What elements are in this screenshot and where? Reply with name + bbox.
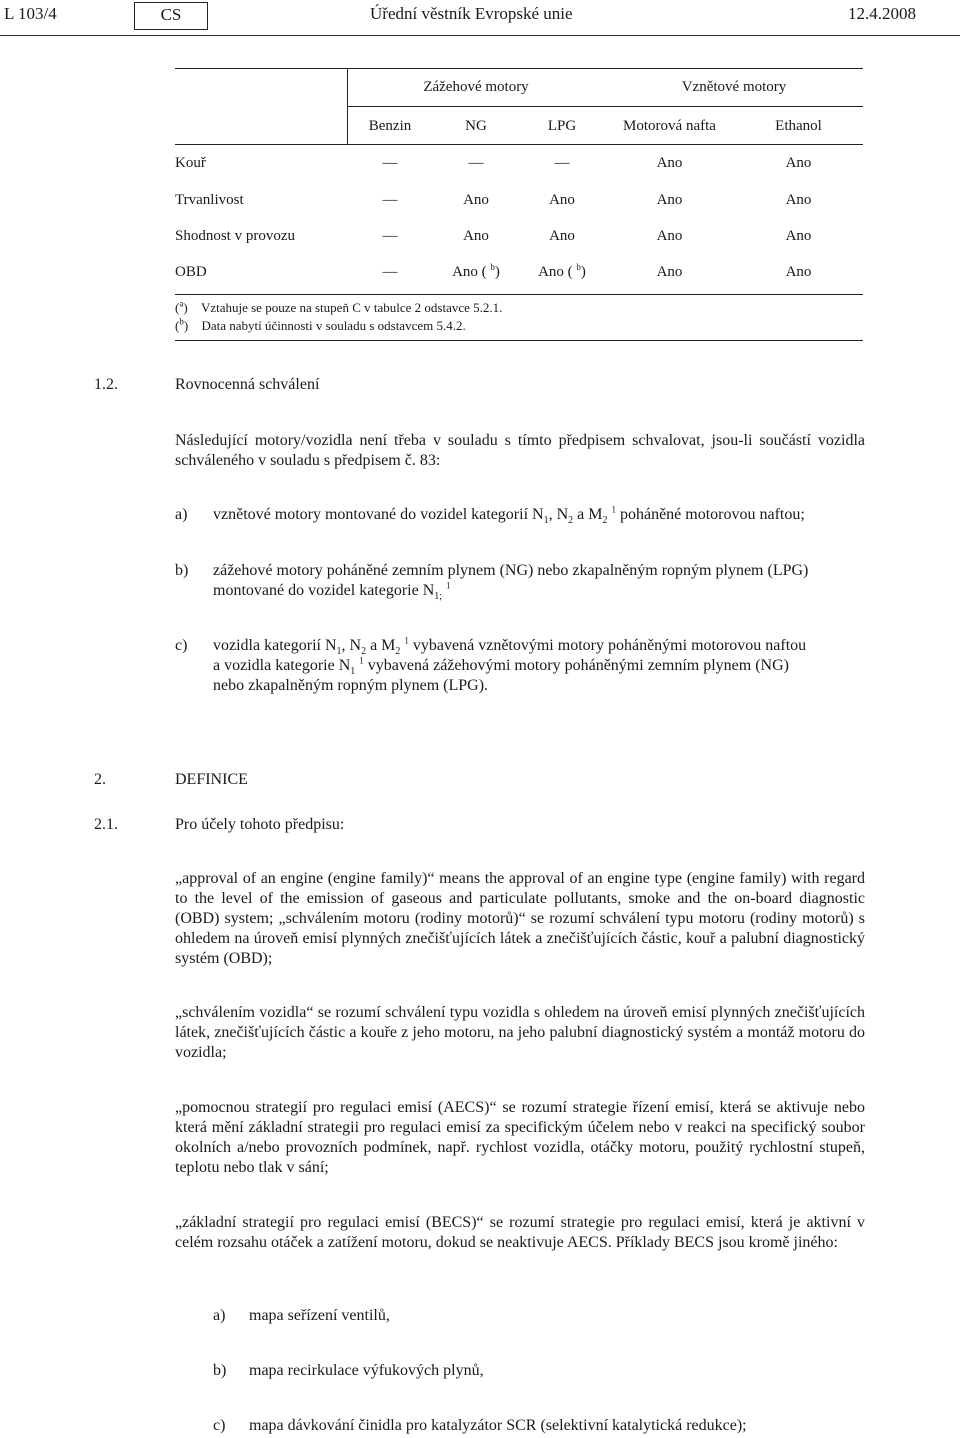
cell-paren: ) (494, 264, 500, 280)
item-text: , N (341, 637, 362, 654)
language-box (134, 2, 208, 30)
publication-date: 12.4.2008 (848, 4, 916, 23)
table-cell (433, 264, 519, 281)
column-header: LPG (547, 118, 577, 134)
subscript: 2 (395, 646, 401, 658)
footnote-text: Data nabytí účinnosti v souladu s odstavcem 5.4.2. (201, 318, 466, 333)
list-marker: a) (213, 1307, 226, 1324)
group-header-rule (347, 106, 863, 107)
item-text: vozidla kategorií N (213, 637, 337, 654)
table-cell: — (554, 155, 570, 171)
header-rule (0, 35, 960, 36)
superscript: 1 (404, 635, 409, 646)
cell-text: Ano ( (452, 264, 487, 280)
table-bottom-rule (175, 294, 863, 295)
list-item: mapa dávkování činidla pro katalyzátor SCR (selektivní katalytická redukce); (249, 1417, 747, 1434)
footnote-paren: ) (183, 300, 188, 315)
superscript: 1 (611, 504, 616, 515)
subscript: 1 (543, 515, 549, 527)
footnote-paren: ( (175, 300, 180, 315)
footnote-a (175, 300, 502, 316)
footnote-mark: b (576, 262, 581, 272)
list-item: mapa recirkulace výfukových plynů, (249, 1362, 484, 1379)
list-marker: b) (175, 562, 189, 579)
table-cell: — (382, 264, 398, 280)
table-cell (519, 264, 605, 281)
item-text: a vozidla kategorie N (213, 657, 351, 674)
table-cell: Ano (549, 228, 575, 244)
list-marker: c) (213, 1417, 226, 1434)
cell-text: Ano ( (538, 264, 573, 280)
definition-paragraph: „approval of an engine (engine family)“ means the approval of an engine type (engine family) with regard to the level of the emission of gaseous and particulate pollutants, smoke and the on-board diagnostic (OBD) system; „schválením motoru (rodiny motorů)“ se rozumí schválení typu motoru (rodiny motorů) s ohledem na úroveň emisí plynných znečišťujících látek a znečišťujících částic, kouř a palubní diagnostický systém (OBD); (175, 870, 865, 967)
row-label: OBD (175, 264, 207, 280)
subscript: 2 (568, 515, 574, 527)
table-cell: Ano (463, 192, 489, 208)
item-text: vznětové motory montované do vozidel kategorií N (213, 506, 544, 523)
list-item (213, 656, 789, 676)
footnote-mark: b (179, 316, 184, 327)
row-label: Trvanlivost (175, 192, 244, 208)
footnote-bottom-rule (175, 340, 863, 341)
section-title: DEFINICE (175, 771, 248, 788)
table-cell: Ano (656, 228, 683, 244)
item-text: vybavená zážehovými motory poháněnými zemním plynem (NG) (363, 657, 789, 674)
list-marker: c) (175, 637, 188, 654)
table-cell: — (382, 192, 398, 208)
table-cell: — (468, 155, 484, 171)
section-number: 1.2. (94, 376, 118, 393)
subscript: 1 (350, 666, 356, 678)
list-item: nebo zkapalněným ropným plynem (LPG). (213, 677, 489, 694)
item-text: montované do vozidel kategorie N (213, 582, 435, 599)
list-item (213, 505, 805, 525)
item-text: vybavená vznětovými motory poháněnými motorovou naftou (408, 637, 807, 654)
item-text: a M (573, 506, 603, 523)
table-cell: Ano (785, 155, 812, 171)
column-header-rule (175, 144, 863, 145)
footnote-paren: ) (183, 318, 189, 333)
table-cell: Ano (785, 264, 812, 280)
table-cell: — (382, 228, 398, 244)
definition-paragraph: „základní strategií pro regulaci emisí (BECS)“ se rozumí strategie pro regulaci emisí, která je aktivní v celém rozsahu otáček a zatížení motoru, dokud se neaktivuje AECS. Příklady BECS jsou kromě jiného: (175, 1214, 865, 1251)
section-title: Pro účely tohoto předpisu: (175, 816, 345, 833)
page-reference: L 103/4 (4, 4, 57, 23)
group-header-diesel: Vznětové motory (681, 79, 787, 95)
item-text: a M (366, 637, 396, 654)
table-top-rule (175, 68, 863, 69)
list-item: zážehové motory poháněné zemním plynem (NG) nebo zkapalněným ropným plynem (LPG) (213, 562, 809, 579)
group-header-petrol: Zážehové motory (423, 79, 529, 95)
section-title: Rovnocenná schválení (175, 376, 320, 393)
section-number: 2. (94, 771, 106, 788)
list-item (213, 581, 451, 601)
footnote-mark: a (179, 298, 184, 309)
table-cell: Ano (656, 155, 683, 171)
section-intro: Následující motory/vozidla není třeba v souladu s tímto předpisem schvalovat, jsou-li součástí vozidla schváleného v souladu s předpisem č. 83: (175, 432, 865, 469)
footnote-mark: b (490, 262, 495, 272)
item-text: poháněné motorovou naftou; (615, 506, 805, 523)
table-cell: Ano (785, 192, 812, 208)
subscript: 1 (336, 646, 342, 658)
item-text: , N (548, 506, 569, 523)
journal-title: Úřední věstník Evropské unie (370, 4, 573, 23)
table-cell: Ano (785, 228, 812, 244)
column-header: Motorová nafta (623, 118, 716, 134)
list-item: mapa seřízení ventilů, (249, 1307, 390, 1324)
footnote-paren: ( (175, 318, 180, 333)
table-cell: Ano (463, 228, 489, 244)
footnote-text: Vztahuje se pouze na stupeň C v tabulce 2 odstavce 5.2.1. (200, 300, 503, 315)
list-marker: a) (175, 506, 188, 523)
row-label: Kouř (175, 155, 206, 171)
column-header: Ethanol (775, 118, 822, 134)
cell-paren: ) (580, 264, 586, 280)
table-cell: Ano (656, 192, 683, 208)
subscript: 2 (361, 646, 367, 658)
column-header: Benzin (368, 118, 412, 134)
column-header: NG (465, 118, 487, 134)
superscript: 1 (359, 655, 364, 666)
section-number: 2.1. (94, 816, 118, 833)
table-cell: Ano (549, 192, 575, 208)
superscript: 1 (446, 580, 451, 591)
list-marker: b) (213, 1362, 227, 1379)
table-cell: — (382, 155, 398, 171)
footnote-b (175, 318, 466, 334)
definition-paragraph: „schválením vozidla“ se rozumí schválení typu vozidla s ohledem na úroveň emisí plynných znečišťujících látek, znečišťujících částic a kouře z jeho motoru, na jeho palubní diagnostický systém a montáž motoru do vozidla; (175, 1004, 865, 1061)
subscript: 1; (434, 591, 443, 603)
list-item (213, 636, 806, 656)
row-label: Shodnost v provozu (175, 228, 295, 244)
language-code: CS (160, 5, 182, 24)
table-cell: Ano (656, 264, 683, 280)
subscript: 2 (602, 515, 608, 527)
definition-paragraph: „pomocnou strategií pro regulaci emisí (AECS)“ se rozumí strategie řízení emisí, která se aktivuje nebo která mění základní strategii pro regulaci emisí za specifickým účelem nebo v reakci na specifický soubor okolních a/nebo provozních podmínek, např. rychlost vozidla, otáčky motoru, použitý rychlostní stupeň, teplotu nebo tlak v sání; (175, 1099, 865, 1176)
